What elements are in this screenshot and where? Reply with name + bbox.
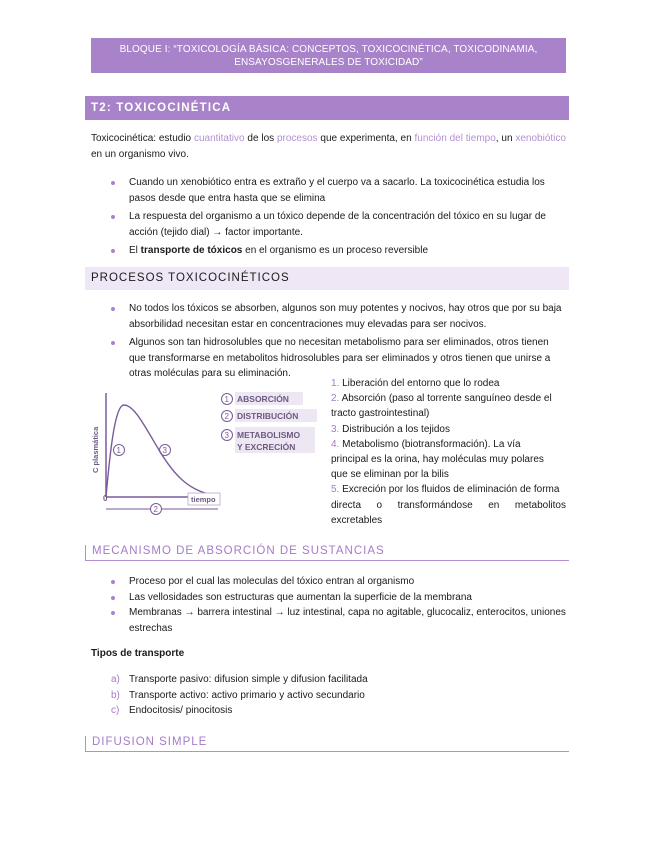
- list-item: No todos los tóxicos se absorben, algunos son muy potentes y nocivos, hay otros que por su baja absorbilidad necesitan estar en concentraciones muy elevadas para ser nocivos.: [108, 301, 567, 332]
- transport-types-list: [108, 672, 368, 719]
- list-item: b) Transporte activo: activo primario y activo secundario: [111, 689, 365, 701]
- bullet-list-procesos: [108, 301, 567, 385]
- legend-absorcion: ABSORCIÓN: [237, 394, 289, 404]
- bullet-list-absorcion: [108, 574, 567, 636]
- svg-text:3: 3: [224, 431, 229, 440]
- pharmacokinetic-curve-figure: [84, 385, 324, 519]
- intro-paragraph: Toxicocinética: estudio cuantitativo de los procesos que experimenta, en función del tiempo, un xenobiótico en un organismo vivo.: [91, 133, 566, 160]
- step-line: 3. Distribución a los tejidos: [331, 423, 450, 435]
- list-item: El transporte de tóxicos en el organismo es un proceso reversible: [108, 243, 567, 259]
- origin-label: 0: [103, 494, 108, 503]
- term-procesos: procesos: [276, 133, 318, 144]
- list-item: Cuando un xenobiótico entra es extraño y el cuerpo va a sacarlo. La toxicocinética estudia los pasos desde que entra hasta que se elimina: [108, 175, 567, 206]
- process-steps: [331, 376, 566, 528]
- step-line: 5. Excreción por los fluidos de eliminación de forma: [331, 484, 560, 496]
- step-line: 4. Metabolismo (biotransformación). La vía: [331, 438, 521, 450]
- list-item: La respuesta del organismo a un tóxico depende de la concentración del tóxico en su lugar de acción (tejido dial) → factor importante.: [108, 209, 567, 240]
- block-banner: [91, 38, 566, 73]
- step-line: tracto gastrointestinal): [331, 408, 430, 420]
- bold-term: transporte de tóxicos: [140, 245, 243, 256]
- step-line: 2. Absorción (paso al torrente sanguíneo desde el: [331, 393, 552, 405]
- legend-distribucion: DISTRIBUCIÓN: [237, 411, 299, 421]
- step-line: excretables: [331, 514, 383, 526]
- term-xenobiotico: xenobiótico: [515, 133, 566, 144]
- step-line: directa o transformándose en metabolitos: [331, 499, 566, 511]
- section-heading-absorcion: MECANISMO DE ABSORCIÓN DE SUSTANCIAS: [85, 545, 569, 561]
- topic-title: T2: TOXICOCINÉTICA: [85, 96, 569, 120]
- step-line: 1. Liberación del entorno que lo rodea: [331, 378, 500, 389]
- banner-line-2: ENSAYOSGENERALES DE TOXICIDAD”: [234, 56, 423, 68]
- legend-excrecion: Y EXCRECIÓN: [237, 442, 296, 452]
- section-heading-difusion: DIFUSION SIMPLE: [85, 736, 569, 752]
- list-item: c) Endocitosis/ pinocitosis: [111, 705, 233, 716]
- bullet-list-intro: [108, 175, 567, 262]
- transport-types-title: Tipos de transporte: [91, 648, 185, 659]
- banner-line-1: BLOQUE I: “TOXICOLOGÍA BÁSICA: CONCEPTOS, TOXICOCINÉTICA, TOXICODINAMIA,: [119, 43, 538, 55]
- svg-text:2: 2: [153, 505, 158, 514]
- list-item: Las vellosidades son estructuras que aumentan la superficie de la membrana: [108, 590, 567, 606]
- svg-text:2: 2: [224, 412, 229, 421]
- y-axis-label: C plasmática: [91, 426, 100, 473]
- section-heading-procesos: PROCESOS TOXICOCINÉTICOS: [85, 267, 569, 290]
- svg-text:1: 1: [224, 395, 229, 404]
- svg-text:1: 1: [116, 446, 121, 455]
- list-item: Membranas → barrera intestinal → luz intestinal, capa no agitable, glucocaliz, enterocitos, uniones estrechas: [108, 605, 567, 636]
- term-cuantitativo: cuantitativo: [193, 133, 245, 144]
- step-line: que se eliminan por la bilis: [331, 469, 449, 481]
- legend-metabolismo: METABOLISMO: [237, 430, 301, 440]
- svg-text:3: 3: [162, 446, 167, 455]
- list-item: a) Transporte pasivo: difusion simple y difusion facilitada: [111, 674, 368, 685]
- step-line: principal es la orina, hay moléculas muy polares: [331, 454, 544, 466]
- x-axis-label: tiempo: [191, 495, 216, 504]
- list-item: Algunos son tan hidrosolubles que no necesitan metabolismo para ser eliminados, otros tienen que transformarse en metabolitos hidrosolubles para ser eliminados y otros tienen que unirse a otras moléculas para su eliminación.: [108, 335, 567, 382]
- list-item: Proceso por el cual las moleculas del tóxico entran al organismo: [108, 574, 567, 590]
- term-funcion-tiempo: función del tiempo: [414, 133, 496, 144]
